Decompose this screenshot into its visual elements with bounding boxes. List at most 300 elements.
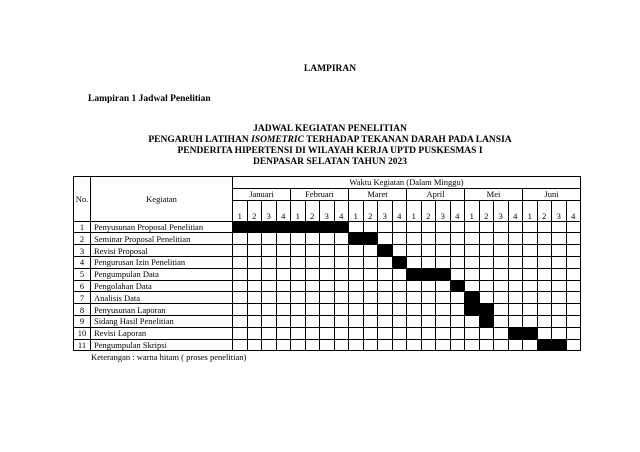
legend-note: Keterangan : warna hitam ( proses penelitian): [91, 352, 247, 362]
schedule-cell: [320, 256, 335, 268]
month-header: Maret: [349, 188, 407, 200]
schedule-cell: [537, 304, 552, 316]
schedule-cell: [262, 292, 277, 304]
week-header: 2: [421, 200, 436, 221]
schedule-cell: [479, 292, 494, 304]
schedule-cell: [378, 304, 393, 316]
schedule-cell: [291, 292, 306, 304]
activity-name: Pengurusan Izin Penelitian: [91, 256, 233, 268]
schedule-cell: [363, 339, 378, 351]
table-row: [74, 245, 581, 257]
title-line-2-suffix: TERHADAP TEKANAN DARAH PADA LANSIA: [303, 135, 512, 145]
schedule-cell-active: [465, 304, 480, 316]
schedule-cell: [349, 245, 364, 257]
schedule-cell: [523, 315, 538, 327]
schedule-cell: [392, 304, 407, 316]
row-number: 1: [74, 221, 91, 233]
schedule-cell: [291, 245, 306, 257]
schedule-cell: [552, 315, 567, 327]
schedule-table: [73, 176, 581, 351]
schedule-cell: [465, 221, 480, 233]
week-header: 1: [407, 200, 422, 221]
schedule-cell: [233, 304, 248, 316]
schedule-cell: [349, 315, 364, 327]
schedule-cell: [378, 280, 393, 292]
schedule-cell: [465, 280, 480, 292]
schedule-cell: [523, 221, 538, 233]
schedule-cell: [421, 280, 436, 292]
schedule-cell: [334, 304, 349, 316]
schedule-cell-active: [537, 339, 552, 351]
schedule-cell: [305, 339, 320, 351]
schedule-cell: [334, 315, 349, 327]
schedule-cell-active: [508, 327, 523, 339]
schedule-cell: [378, 256, 393, 268]
activity-name: Analisis Data: [91, 292, 233, 304]
schedule-cell: [508, 233, 523, 245]
schedule-cell: [320, 292, 335, 304]
schedule-cell: [407, 245, 422, 257]
schedule-cell: [436, 256, 451, 268]
schedule-cell: [247, 304, 262, 316]
table-row: [74, 221, 581, 233]
week-header: 2: [363, 200, 378, 221]
schedule-cell: [363, 256, 378, 268]
schedule-cell: [407, 233, 422, 245]
schedule-cell: [233, 292, 248, 304]
schedule-cell: [494, 327, 509, 339]
title-line-2-italic: ISOMETRIC: [251, 135, 304, 145]
week-header: 3: [436, 200, 451, 221]
schedule-cell: [305, 256, 320, 268]
table-row: [74, 292, 581, 304]
schedule-cell: [523, 233, 538, 245]
schedule-cell: [450, 268, 465, 280]
schedule-cell: [421, 292, 436, 304]
schedule-cell: [262, 339, 277, 351]
week-header: 3: [378, 200, 393, 221]
activity-name: Revisi Laporan: [91, 327, 233, 339]
no-header: No.: [74, 177, 91, 222]
schedule-cell: [378, 315, 393, 327]
schedule-cell: [320, 339, 335, 351]
schedule-cell: [537, 256, 552, 268]
schedule-cell-active: [305, 221, 320, 233]
week-header: 3: [262, 200, 277, 221]
schedule-cell: [479, 221, 494, 233]
schedule-cell: [450, 292, 465, 304]
schedule-cell-active: [363, 233, 378, 245]
schedule-cell: [305, 245, 320, 257]
schedule-cell: [450, 339, 465, 351]
schedule-cell: [392, 327, 407, 339]
table-row: [74, 327, 581, 339]
schedule-cell: [392, 221, 407, 233]
schedule-cell: [537, 268, 552, 280]
schedule-cell: [465, 315, 480, 327]
schedule-cell: [262, 315, 277, 327]
schedule-cell: [508, 245, 523, 257]
schedule-cell: [523, 245, 538, 257]
schedule-cell: [334, 268, 349, 280]
schedule-cell: [233, 268, 248, 280]
schedule-cell: [494, 339, 509, 351]
schedule-cell: [421, 245, 436, 257]
schedule-cell: [436, 280, 451, 292]
schedule-cell: [436, 304, 451, 316]
schedule-cell: [552, 268, 567, 280]
schedule-cell: [421, 221, 436, 233]
schedule-cell: [334, 339, 349, 351]
schedule-cell: [247, 327, 262, 339]
schedule-cell: [363, 315, 378, 327]
schedule-cell: [247, 315, 262, 327]
schedule-cell: [523, 339, 538, 351]
schedule-cell: [276, 304, 291, 316]
schedule-cell: [363, 327, 378, 339]
schedule-cell: [305, 304, 320, 316]
schedule-cell: [233, 339, 248, 351]
schedule-cell: [494, 280, 509, 292]
schedule-cell: [334, 256, 349, 268]
schedule-cell: [450, 233, 465, 245]
schedule-cell: [436, 339, 451, 351]
schedule-title-line-4: DENPASAR SELATAN TAHUN 2023: [252, 157, 408, 167]
schedule-cell: [247, 280, 262, 292]
week-header: 2: [247, 200, 262, 221]
schedule-cell: [523, 268, 538, 280]
row-number: 11: [74, 339, 91, 351]
schedule-cell-active: [436, 268, 451, 280]
schedule-cell: [436, 315, 451, 327]
schedule-cell: [363, 268, 378, 280]
row-number: 9: [74, 315, 91, 327]
schedule-cell: [566, 304, 581, 316]
schedule-cell: [276, 327, 291, 339]
schedule-cell: [537, 221, 552, 233]
schedule-cell: [276, 245, 291, 257]
schedule-cell: [566, 245, 581, 257]
schedule-cell-active: [450, 280, 465, 292]
schedule-cell-active: [552, 339, 567, 351]
schedule-cell-active: [291, 221, 306, 233]
schedule-cell: [262, 268, 277, 280]
week-header: 1: [233, 200, 248, 221]
week-header: 4: [276, 200, 291, 221]
schedule-cell: [305, 327, 320, 339]
activity-name: Penyusunan Laporan: [91, 304, 233, 316]
week-header: 2: [479, 200, 494, 221]
schedule-cell: [320, 315, 335, 327]
schedule-cell: [552, 245, 567, 257]
activity-name: Revisi Proposal: [91, 245, 233, 257]
schedule-cell: [566, 268, 581, 280]
schedule-cell: [276, 268, 291, 280]
schedule-cell: [566, 221, 581, 233]
schedule-cell: [494, 221, 509, 233]
schedule-cell: [320, 280, 335, 292]
row-number: 4: [74, 256, 91, 268]
schedule-cell: [552, 304, 567, 316]
schedule-cell: [320, 304, 335, 316]
schedule-cell: [479, 339, 494, 351]
schedule-cell: [363, 221, 378, 233]
schedule-cell: [494, 315, 509, 327]
time-header: Waktu Kegiatan (Dalam Minggu): [233, 177, 581, 189]
schedule-cell: [276, 256, 291, 268]
schedule-cell: [262, 233, 277, 245]
week-header: 4: [450, 200, 465, 221]
schedule-cell: [349, 327, 364, 339]
schedule-cell: [233, 233, 248, 245]
schedule-cell: [392, 315, 407, 327]
schedule-cell: [508, 315, 523, 327]
schedule-cell: [566, 339, 581, 351]
week-header: 1: [523, 200, 538, 221]
appendix-subheading: Lampiran 1 Jadwal Penelitian: [88, 94, 211, 104]
schedule-cell: [465, 268, 480, 280]
schedule-cell: [450, 304, 465, 316]
schedule-cell-active: [233, 221, 248, 233]
schedule-cell: [291, 268, 306, 280]
schedule-cell: [479, 256, 494, 268]
schedule-cell: [552, 233, 567, 245]
schedule-cell: [363, 245, 378, 257]
row-number: 7: [74, 292, 91, 304]
schedule-cell: [349, 339, 364, 351]
week-header: 1: [291, 200, 306, 221]
schedule-cell-active: [334, 221, 349, 233]
schedule-cell: [552, 221, 567, 233]
table-row: [74, 233, 581, 245]
schedule-cell-active: [421, 268, 436, 280]
schedule-cell: [378, 233, 393, 245]
schedule-cell: [552, 327, 567, 339]
schedule-cell: [320, 233, 335, 245]
schedule-cell: [537, 233, 552, 245]
schedule-cell: [421, 304, 436, 316]
schedule-cell: [233, 280, 248, 292]
page-heading: LAMPIRAN: [303, 64, 357, 74]
row-number: 3: [74, 245, 91, 257]
schedule-cell: [407, 256, 422, 268]
schedule-cell: [363, 280, 378, 292]
schedule-cell: [494, 256, 509, 268]
schedule-cell: [291, 304, 306, 316]
activity-name: Pengolahan Data: [91, 280, 233, 292]
schedule-cell: [392, 233, 407, 245]
schedule-cell: [566, 327, 581, 339]
schedule-cell: [276, 339, 291, 351]
table-row: [74, 280, 581, 292]
schedule-cell: [349, 256, 364, 268]
schedule-cell: [305, 268, 320, 280]
schedule-cell-active: [349, 233, 364, 245]
schedule-cell: [392, 292, 407, 304]
row-number: 6: [74, 280, 91, 292]
schedule-cell: [421, 339, 436, 351]
schedule-cell-active: [479, 304, 494, 316]
schedule-cell: [392, 339, 407, 351]
week-header: 1: [465, 200, 480, 221]
schedule-cell: [494, 292, 509, 304]
schedule-cell: [421, 233, 436, 245]
schedule-cell: [291, 315, 306, 327]
month-header: Juni: [523, 188, 581, 200]
schedule-cell: [436, 327, 451, 339]
schedule-cell: [233, 315, 248, 327]
schedule-cell: [276, 315, 291, 327]
schedule-cell: [523, 304, 538, 316]
schedule-cell: [334, 233, 349, 245]
schedule-cell-active: [479, 315, 494, 327]
table-row: [74, 268, 581, 280]
schedule-cell: [552, 280, 567, 292]
row-number: 5: [74, 268, 91, 280]
schedule-cell: [262, 256, 277, 268]
schedule-cell: [523, 292, 538, 304]
schedule-cell: [233, 327, 248, 339]
schedule-cell: [262, 304, 277, 316]
schedule-cell: [436, 233, 451, 245]
schedule-title-line-1: JADWAL KEGIATAN PENELITIAN: [253, 124, 407, 134]
schedule-cell: [494, 245, 509, 257]
row-number: 8: [74, 304, 91, 316]
schedule-cell: [508, 221, 523, 233]
schedule-cell: [552, 256, 567, 268]
schedule-cell: [407, 315, 422, 327]
schedule-cell: [363, 292, 378, 304]
schedule-cell: [450, 221, 465, 233]
schedule-cell: [508, 280, 523, 292]
schedule-cell: [378, 327, 393, 339]
table-row: [74, 304, 581, 316]
schedule-cell: [291, 327, 306, 339]
schedule-cell: [262, 280, 277, 292]
title-line-2-prefix: PENGARUH LATIHAN: [148, 135, 252, 145]
schedule-cell: [392, 245, 407, 257]
schedule-cell: [566, 315, 581, 327]
schedule-cell: [508, 292, 523, 304]
month-header: April: [407, 188, 465, 200]
schedule-cell: [262, 245, 277, 257]
schedule-cell: [479, 280, 494, 292]
schedule-cell: [465, 256, 480, 268]
schedule-cell: [349, 304, 364, 316]
schedule-cell: [392, 280, 407, 292]
schedule-cell: [407, 292, 422, 304]
schedule-cell: [450, 315, 465, 327]
schedule-cell: [537, 327, 552, 339]
table-row: [74, 339, 581, 351]
schedule-cell: [334, 245, 349, 257]
week-header: 3: [552, 200, 567, 221]
schedule-cell: [537, 280, 552, 292]
schedule-cell: [378, 268, 393, 280]
row-number: 2: [74, 233, 91, 245]
table-row: [74, 256, 581, 268]
schedule-cell: [247, 339, 262, 351]
schedule-cell: [479, 233, 494, 245]
schedule-cell-active: [465, 292, 480, 304]
activity-name: Pengumpulan Skripsi: [91, 339, 233, 351]
schedule-cell: [465, 245, 480, 257]
schedule-cell: [276, 233, 291, 245]
schedule-cell: [305, 233, 320, 245]
schedule-cell: [523, 280, 538, 292]
schedule-cell-active: [378, 245, 393, 257]
schedule-cell: [233, 245, 248, 257]
schedule-cell: [320, 268, 335, 280]
schedule-cell: [566, 233, 581, 245]
schedule-cell: [508, 268, 523, 280]
schedule-cell: [436, 245, 451, 257]
schedule-cell: [262, 327, 277, 339]
week-header: 3: [494, 200, 509, 221]
week-header: 4: [566, 200, 581, 221]
week-header: 3: [320, 200, 335, 221]
schedule-cell: [349, 292, 364, 304]
row-number: 10: [74, 327, 91, 339]
schedule-cell: [407, 339, 422, 351]
week-header: 4: [508, 200, 523, 221]
schedule-cell: [450, 327, 465, 339]
activity-name: Penyusunan Proposal Penelitian: [91, 221, 233, 233]
schedule-cell: [247, 292, 262, 304]
schedule-cell: [494, 268, 509, 280]
schedule-cell: [407, 327, 422, 339]
schedule-cell: [320, 245, 335, 257]
schedule-cell: [537, 245, 552, 257]
schedule-cell: [349, 280, 364, 292]
schedule-cell: [523, 256, 538, 268]
schedule-cell: [537, 292, 552, 304]
schedule-cell: [291, 233, 306, 245]
schedule-cell: [436, 221, 451, 233]
schedule-cell: [305, 280, 320, 292]
week-header: 4: [392, 200, 407, 221]
schedule-cell: [291, 256, 306, 268]
schedule-cell: [508, 256, 523, 268]
week-header: 1: [349, 200, 364, 221]
schedule-cell: [508, 339, 523, 351]
schedule-cell: [247, 268, 262, 280]
week-header: 4: [334, 200, 349, 221]
schedule-cell: [407, 221, 422, 233]
schedule-cell: [392, 268, 407, 280]
schedule-cell: [247, 233, 262, 245]
schedule-cell: [291, 339, 306, 351]
table-row: [74, 315, 581, 327]
activity-header: Kegiatan: [91, 177, 233, 222]
schedule-cell: [465, 233, 480, 245]
schedule-cell: [305, 292, 320, 304]
activity-name: Pengumpulan Data: [91, 268, 233, 280]
schedule-cell: [450, 245, 465, 257]
schedule-cell: [247, 256, 262, 268]
schedule-cell: [465, 327, 480, 339]
schedule-cell: [537, 315, 552, 327]
schedule-cell: [291, 280, 306, 292]
schedule-cell-active: [523, 327, 538, 339]
schedule-cell-active: [392, 256, 407, 268]
schedule-cell: [334, 327, 349, 339]
schedule-title-line-2: [0, 135, 640, 146]
schedule-title-line-3: PENDERITA HIPERTENSI DI WILAYAH KERJA UPTD PUSKESMAS I: [177, 146, 483, 156]
schedule-cell: [494, 233, 509, 245]
schedule-cell: [276, 292, 291, 304]
month-header: Januari: [233, 188, 291, 200]
